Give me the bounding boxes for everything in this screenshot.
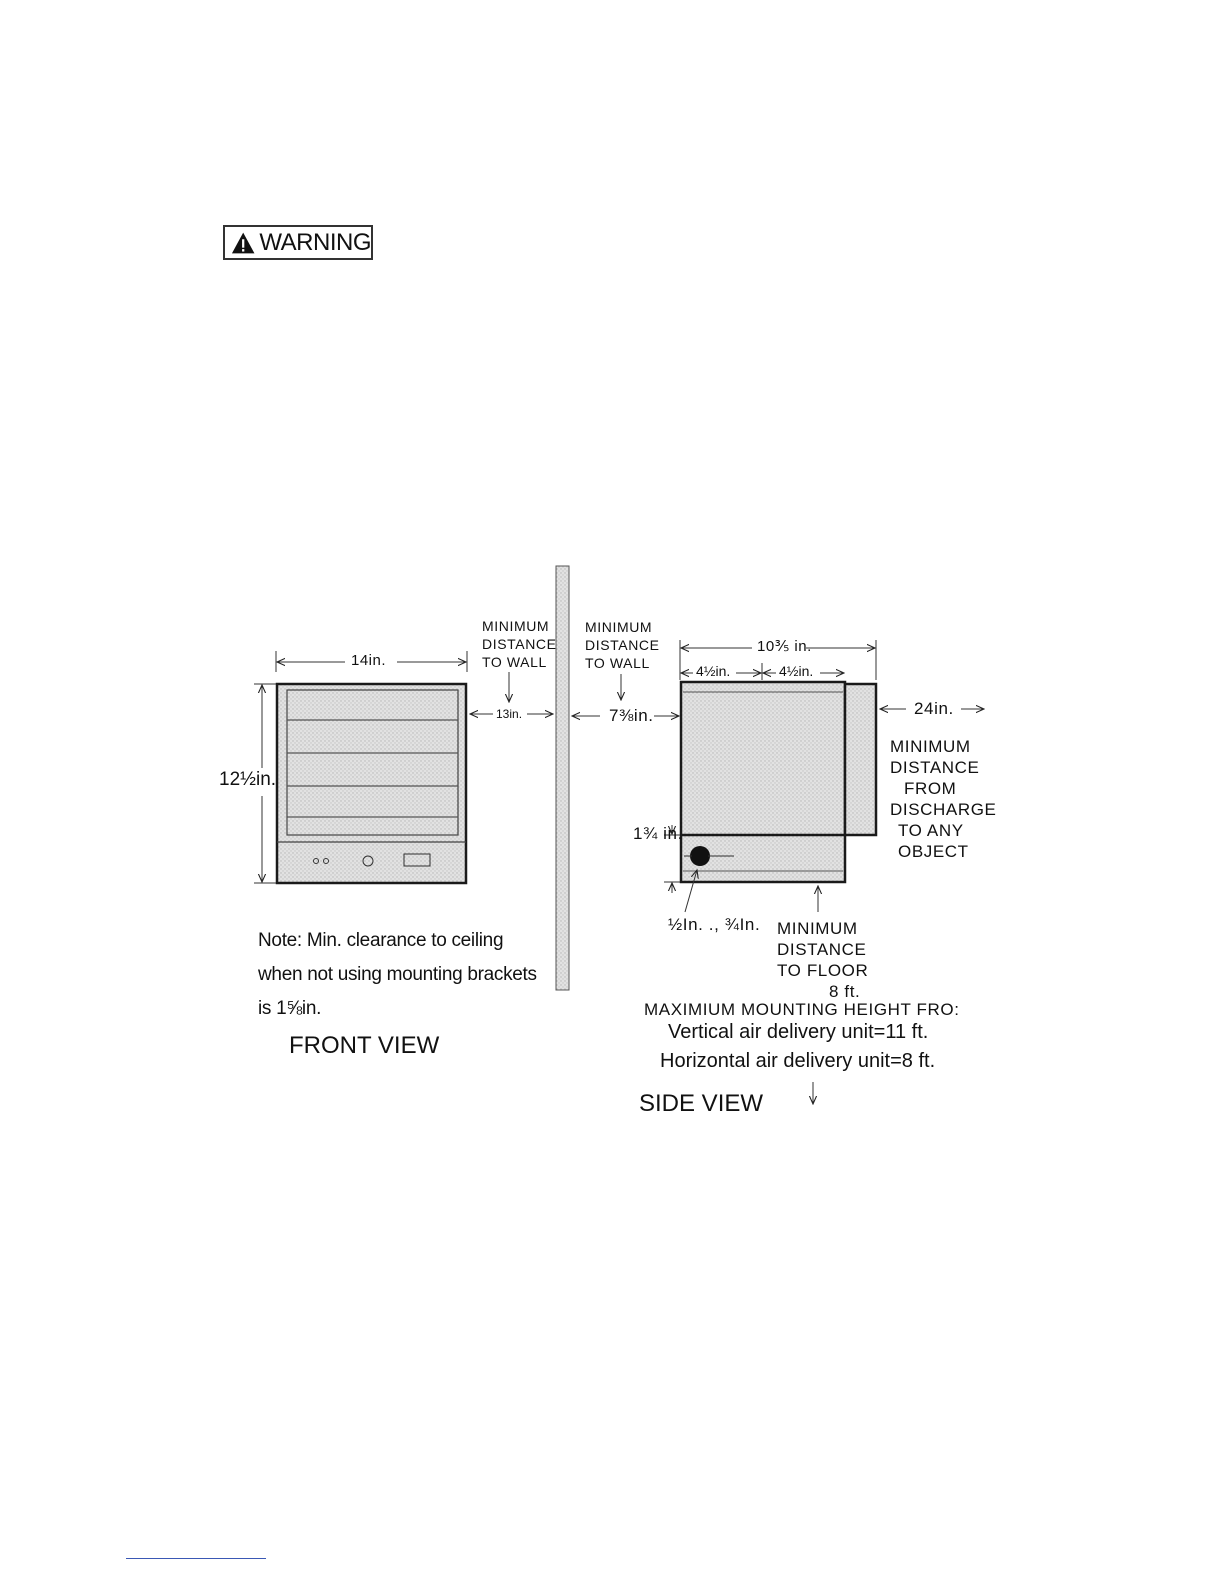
side-heater-body	[681, 682, 876, 882]
ceiling-clearance-note: Note: Min. clearance to ceiling when not using mounting brackets is 1⅝in.	[258, 930, 537, 1019]
wall	[556, 566, 569, 990]
horizontal-unit-height: Horizontal air delivery unit=8 ft.	[660, 1050, 936, 1072]
front-heater-body	[277, 684, 466, 883]
discharge-distance-label: 24in.	[914, 699, 954, 718]
front-min-distance-note: MINIMUM DISTANCE TO WALL	[482, 618, 557, 670]
half-depth-label-2: 4½in.	[779, 663, 814, 679]
side-wall-clearance-label: 7⅜in.	[609, 706, 654, 725]
warning-label: WARNING	[259, 228, 371, 256]
front-wall-clearance-label: 13in.	[496, 707, 523, 721]
front-width-label: 14in.	[351, 652, 387, 669]
hole-dimension-label: ½In. ., ¾In.	[668, 915, 761, 934]
side-view-title: SIDE VIEW	[639, 1090, 764, 1117]
front-view-title: FRONT VIEW	[289, 1032, 440, 1059]
front-height-label: 12½in.	[219, 769, 277, 790]
footer-link-underline	[126, 1558, 266, 1559]
mounting-hole-icon	[690, 846, 710, 866]
half-depth-label-1: 4½in.	[696, 663, 731, 679]
floor-distance-note: MINIMUM DISTANCE TO FLOOR 8 ft.	[777, 919, 869, 1001]
mounting-height-title: MAXIMIUM MOUNTING HEIGHT FRO:	[644, 1000, 960, 1019]
bottom-height-label: 1¾ in.	[633, 824, 683, 843]
vertical-unit-height: Vertical air delivery unit=11 ft.	[668, 1021, 929, 1043]
side-min-distance-note: MINIMUM DISTANCE TO WALL	[585, 619, 660, 671]
side-depth-label: 10⅗ in.	[757, 638, 812, 655]
discharge-note: MINIMUM DISTANCE FROM DISCHARGE TO ANY OBJECT	[890, 737, 997, 861]
